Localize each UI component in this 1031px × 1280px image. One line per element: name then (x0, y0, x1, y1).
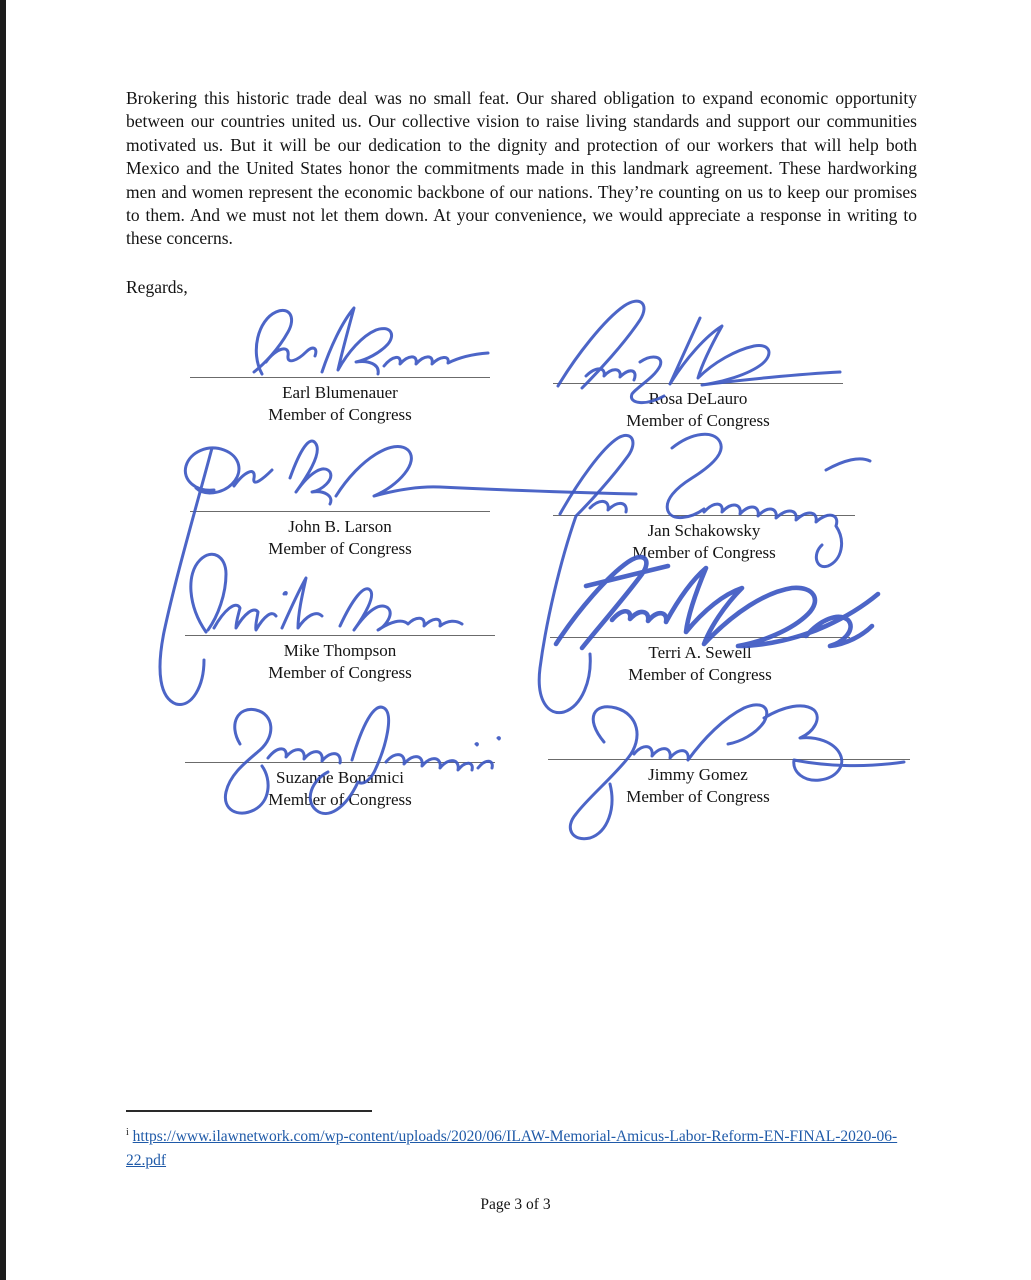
signer-name: Rosa DeLauro (648, 389, 748, 408)
signer-title: Member of Congress (632, 543, 776, 562)
closing-regards: Regards, (126, 277, 188, 297)
signer-title: Member of Congress (268, 539, 412, 558)
signer-name: John B. Larson (288, 517, 392, 536)
signature-block-john-larson (190, 511, 490, 560)
signature-block-jan-schakowsky (553, 515, 855, 564)
scan-edge-artifact (0, 0, 6, 1280)
signer-title: Member of Congress (268, 663, 412, 682)
signer-name: Terri A. Sewell (648, 643, 752, 662)
signer-title: Member of Congress (268, 405, 412, 424)
body-paragraph: Brokering this historic trade deal was no small feat. Our shared obligation to expand economic opportunity between our countries united us. Our collective vision to raise living standards and support our communities motivated us. But it will be our dedication to the dignity and protection of our workers that will help both Mexico and the United States honor the commitments made in this landmark agreement. These hardworking men and women represent the economic backbone of our nations. They’re counting on us to keep our promises to them. And we must not let them down. At your convenience, we would appreciate a response in writing to these concerns. (126, 88, 917, 249)
signature-block-rosa-delauro (553, 383, 843, 432)
signature-block-suzanne-bonamici (185, 762, 495, 811)
signature-block-jimmy-gomez (548, 759, 910, 808)
signature-ink-terri-sewell (556, 557, 878, 648)
page-number: Page 3 of 3 (480, 1196, 551, 1213)
signer-name: Suzanne Bonamici (276, 768, 404, 787)
signer-title: Member of Congress (268, 790, 412, 809)
signer-name: Earl Blumenauer (282, 383, 398, 402)
signer-title: Member of Congress (626, 411, 770, 430)
footnote-marker: i (126, 1127, 129, 1138)
signature-block-mike-thompson (185, 635, 495, 684)
signer-name: Jimmy Gomez (648, 765, 748, 784)
signature-block-terri-sewell (550, 637, 850, 686)
signer-name: Jan Schakowsky (647, 521, 761, 540)
signer-title: Member of Congress (628, 665, 772, 684)
footnote-divider (126, 1110, 372, 1112)
footnote (126, 1121, 921, 1173)
signer-title: Member of Congress (626, 787, 770, 806)
footnote-link[interactable]: https://www.ilawnetwork.com/wp-content/uploads/2020/06/ILAW-Memorial-Amicus-Labor-Reform-EN-FINAL-2020-06-22.pdf (126, 1128, 898, 1170)
signer-name: Mike Thompson (283, 641, 397, 660)
signature-ink-mike-thompson (191, 554, 462, 632)
signature-ink-earl-blumenauer (254, 308, 488, 374)
signature-block-earl-blumenauer (190, 377, 490, 426)
